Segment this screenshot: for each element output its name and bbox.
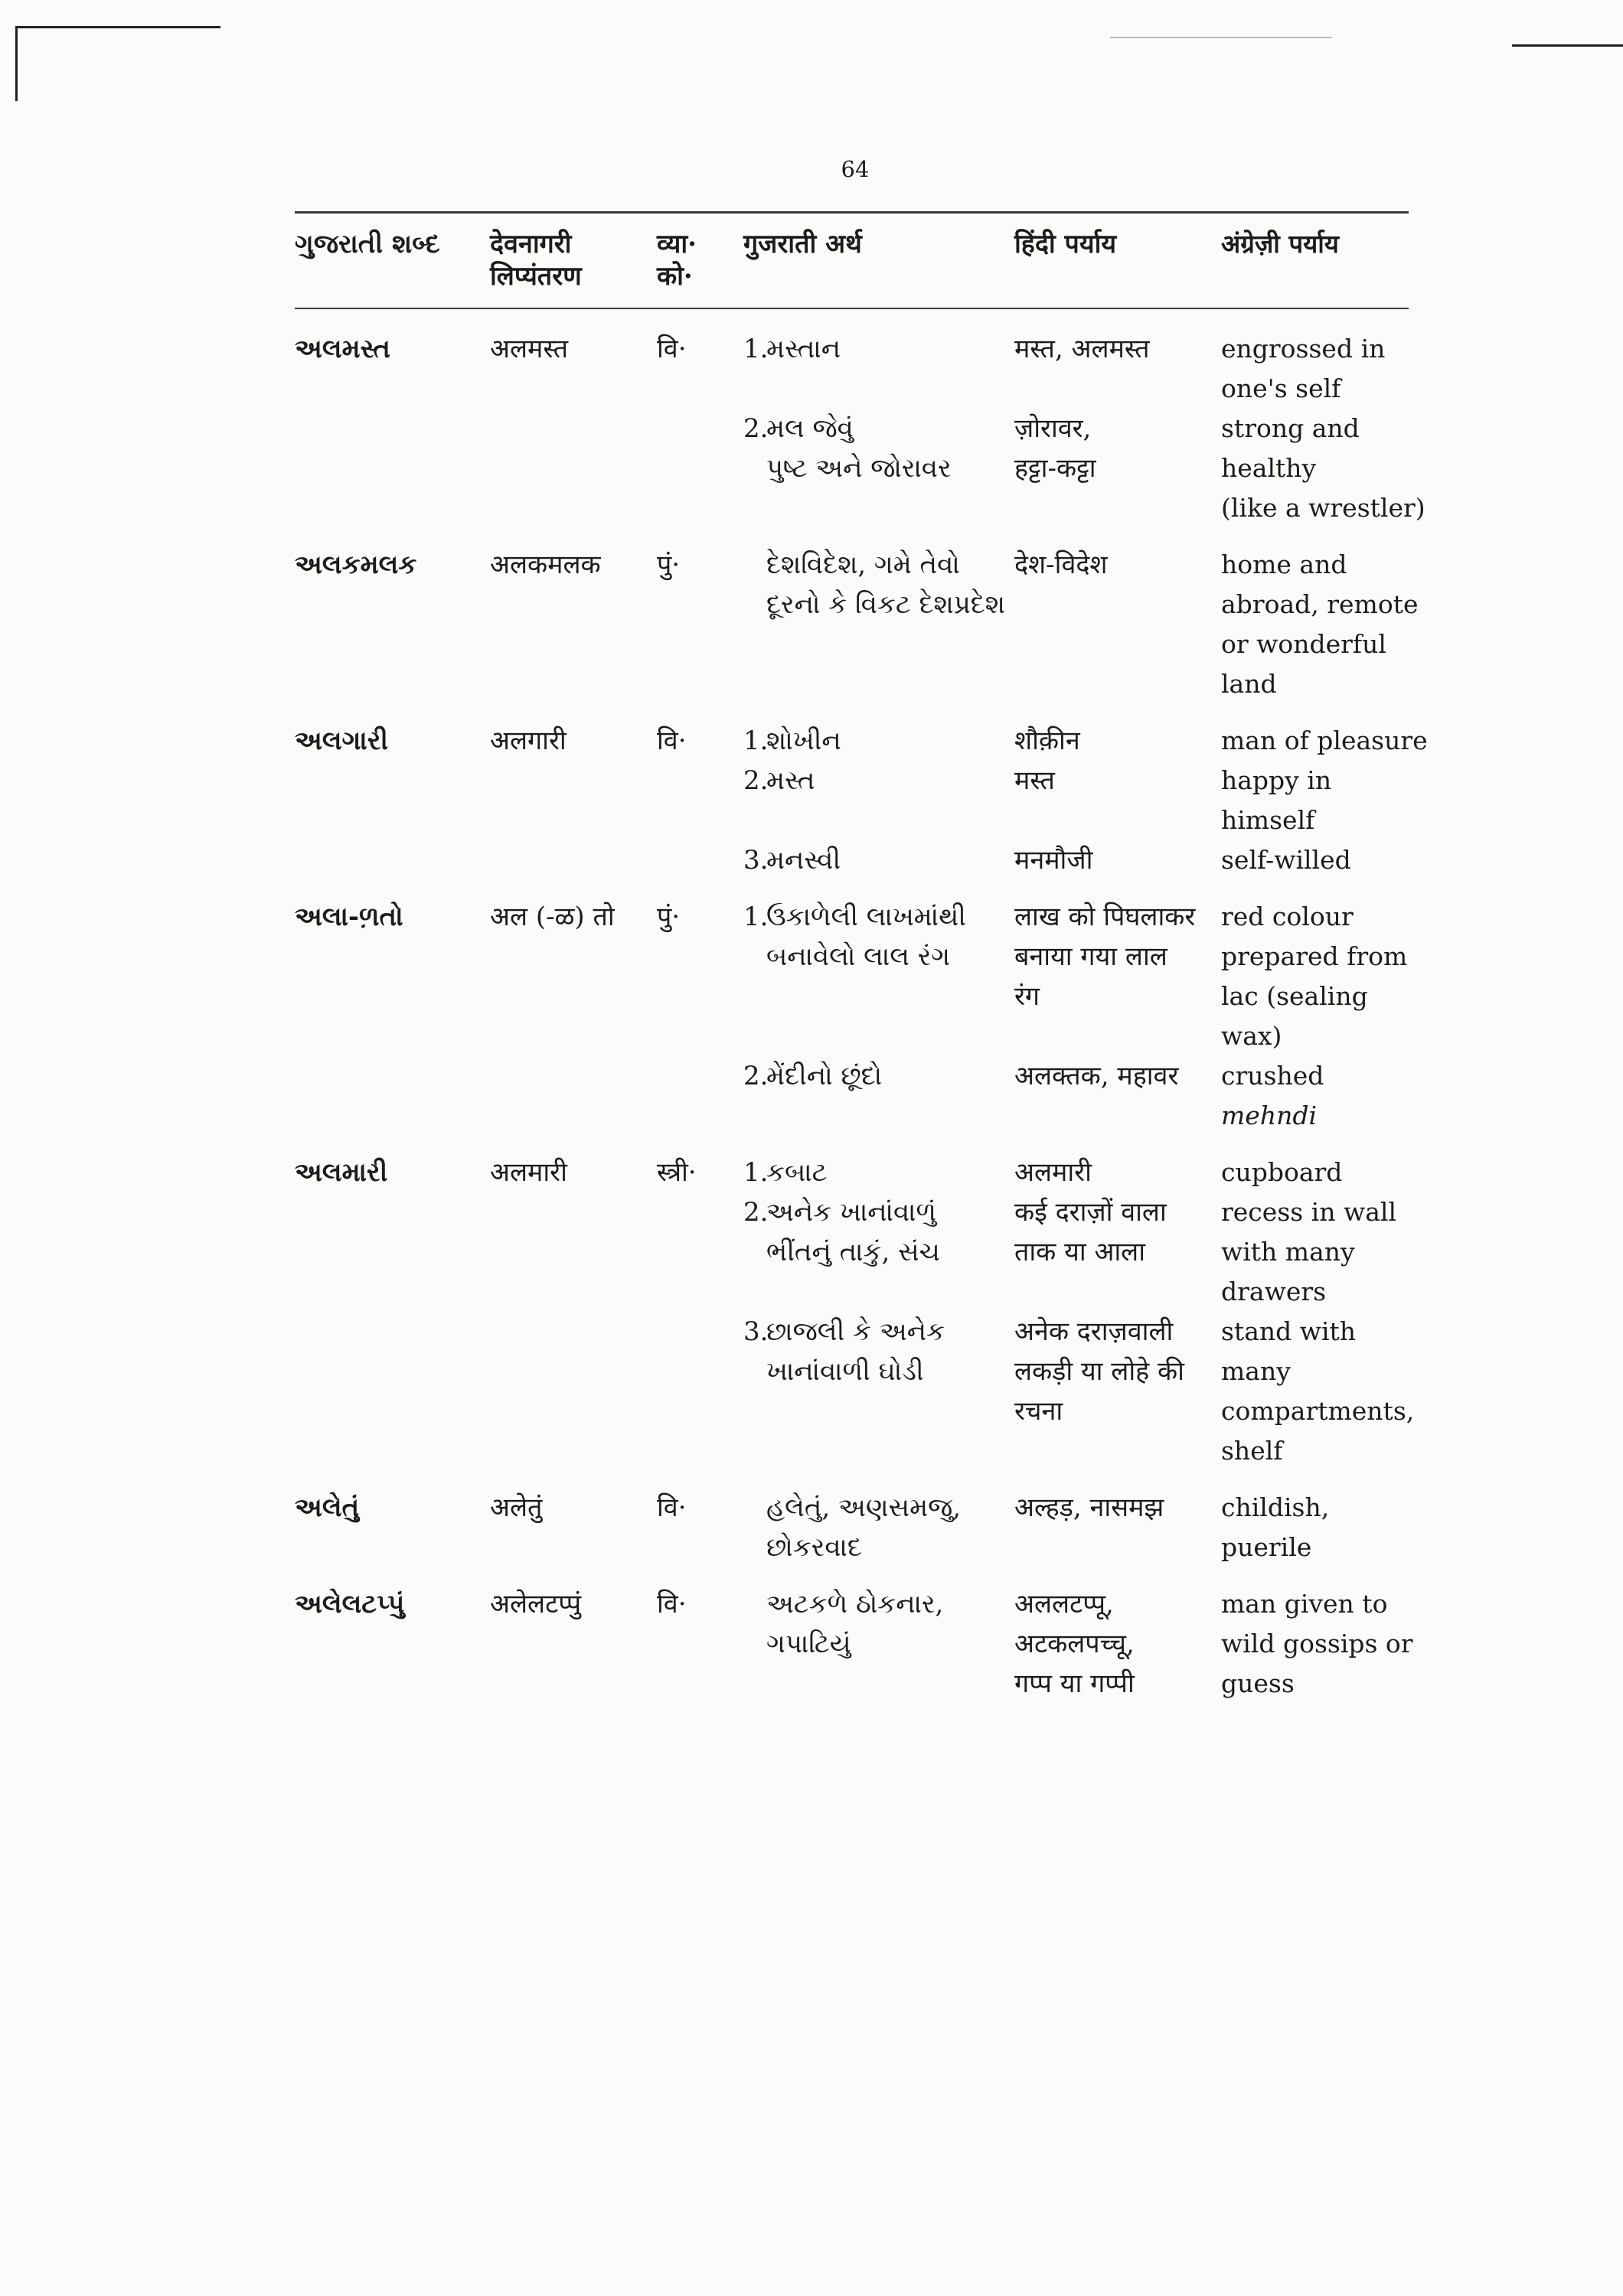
entry-transliteration: अलगारी (490, 726, 567, 756)
sense-hindi (1014, 1056, 1229, 1096)
sense-english (1221, 1488, 1420, 1567)
sense-hindi (1014, 897, 1229, 1016)
sense-gujarati (743, 409, 1019, 488)
hindi-line: मस्त, अलमस्त (1014, 334, 1150, 364)
sense-gujarati-text (766, 761, 1019, 801)
entry-headword: અલકમલક (295, 550, 417, 580)
entry-headword: અલમારી (295, 1157, 388, 1188)
sense-hindi (1014, 409, 1229, 488)
entry-headword: અલમસ્ત (295, 334, 390, 364)
gujarati-line: અનેક ખાનાંવાળું (766, 1197, 936, 1228)
hindi-line: अललटप्पू, (1014, 1589, 1114, 1619)
sense-gujarati-text (766, 409, 1019, 488)
sense-english (1221, 545, 1420, 704)
gujarati-line: કબાટ (766, 1157, 828, 1188)
sense-number (743, 545, 766, 625)
sense-english (1221, 1153, 1420, 1192)
entry-headword: અલેલટપ્પું (295, 1589, 405, 1619)
english-line: himself (1221, 805, 1315, 835)
entry-transliteration: अलेतुं (490, 1492, 543, 1523)
english-line: prepared from (1221, 941, 1408, 971)
sense-gujarati (743, 721, 1019, 761)
hindi-line: अटकलपच्चू, (1014, 1629, 1135, 1659)
sense-number: 1. (743, 334, 769, 364)
hindi-line: रंग (1014, 981, 1040, 1012)
entry-transliteration: अल (-ळ) तो (490, 902, 615, 932)
sense-hindi (1014, 1584, 1229, 1704)
english-line: or wonderful (1221, 629, 1386, 659)
scan-corner-line-top (15, 26, 220, 28)
hindi-line: लाख को पिघलाकर (1014, 902, 1196, 932)
english-line: self-willed (1221, 845, 1351, 875)
entry-grammar: पुं· (657, 902, 681, 932)
hindi-line: ताक या आला (1014, 1237, 1146, 1267)
sense-english (1221, 840, 1420, 880)
sense-gujarati-text (766, 1192, 1019, 1272)
sense-hindi (1014, 1488, 1229, 1528)
gujarati-line: ઉકાળેલી લાખમાંથી (766, 902, 966, 932)
hindi-line: रचना (1014, 1396, 1063, 1427)
sense-hindi (1014, 1312, 1229, 1431)
english-line: recess in wall (1221, 1197, 1397, 1227)
gujarati-line: અટકળે ઠોકનાર, (766, 1589, 944, 1619)
entry-grammar: वि· (657, 334, 687, 364)
sense-gujarati (743, 1488, 1019, 1567)
gujarati-line: દૂરનો કે વિકટ દેશપ્રદેશ (766, 589, 1006, 620)
sense-gujarati (743, 329, 1019, 369)
sense-hindi (1014, 545, 1229, 585)
sense-hindi (1014, 1192, 1229, 1272)
hindi-line: अलक्तक, महावर (1014, 1061, 1179, 1091)
english-line: (like a wrestler) (1221, 493, 1425, 523)
sense-gujarati-text (766, 545, 1019, 625)
col-header-hindi: हिंदी पर्याय (1014, 229, 1117, 259)
hindi-line: शौक़ीन (1014, 726, 1080, 756)
gujarati-line: ખાનાંવાળી ઘોડી (766, 1356, 924, 1387)
gujarati-line: મસ્તાન (766, 334, 841, 364)
sense-english (1221, 897, 1420, 1056)
sense-english (1221, 409, 1425, 528)
english-line: wax) (1221, 1021, 1282, 1051)
hindi-line: अल्हड़, नासमझ (1014, 1492, 1164, 1523)
english-line: engrossed in (1221, 334, 1386, 364)
gujarati-line: મસ્ત (766, 765, 815, 796)
english-line: strong and (1221, 413, 1360, 443)
sense-english (1221, 1056, 1420, 1136)
gujarati-line: મનસ્વી (766, 845, 841, 876)
sense-gujarati-text (766, 329, 1019, 369)
page-number: 64 (841, 156, 870, 182)
col-header-english: अंग्रेज़ी पर्याय (1221, 229, 1339, 259)
hindi-line: मस्त (1014, 765, 1055, 796)
english-line: with many (1221, 1237, 1355, 1267)
sense-number: 3. (743, 1316, 769, 1347)
sense-gujarati-text (766, 1312, 1019, 1391)
gujarati-line: મેંદીનો છૂંદો (766, 1061, 883, 1091)
scan-faint-line (1110, 37, 1332, 38)
english-line: one's self (1221, 373, 1341, 403)
entry-transliteration: अलकमलक (490, 550, 601, 580)
sense-english (1221, 1312, 1420, 1471)
hindi-line: गप्प या गप्पी (1014, 1668, 1135, 1699)
english-line: lac (sealing (1221, 981, 1368, 1011)
sense-number: 2. (743, 1061, 769, 1091)
entry-grammar: वि· (657, 726, 687, 756)
english-line: land (1221, 669, 1277, 699)
english-line: crushed (1221, 1061, 1324, 1091)
gujarati-line: ગપાટિયું (766, 1629, 851, 1659)
header-bottom-rule (295, 308, 1409, 309)
sense-number: 2. (743, 1197, 769, 1228)
gujarati-line: છાજલી કે અનેક (766, 1316, 945, 1347)
scan-corner-line-left (15, 26, 18, 101)
sense-hindi (1014, 329, 1229, 369)
english-line: guess (1221, 1668, 1295, 1698)
english-line: man given to (1221, 1589, 1388, 1619)
english-line: cupboard (1221, 1157, 1343, 1187)
hindi-line: देश-विदेश (1014, 550, 1108, 580)
gujarati-line: ભીંતનું તાકું, સંચ (766, 1237, 940, 1267)
sense-gujarati (743, 545, 1019, 625)
table-header (295, 228, 1409, 308)
scan-edge-line-right (1512, 44, 1623, 47)
entry-grammar: वि· (657, 1589, 687, 1619)
sense-number: 1. (743, 1157, 769, 1188)
hindi-line: कई दराज़ों वाला (1014, 1197, 1167, 1228)
sense-hindi (1014, 721, 1229, 761)
english-line: mehndi (1221, 1101, 1318, 1130)
sense-number: 3. (743, 845, 769, 876)
sense-gujarati (743, 761, 1019, 801)
gujarati-line: પુષ્ટ અને જોરાવર (766, 453, 952, 484)
english-line: stand with (1221, 1316, 1357, 1346)
sense-number: 1. (743, 726, 769, 756)
sense-gujarati-text (766, 1153, 1019, 1192)
entry-transliteration: अलमस्त (490, 334, 568, 364)
entry-headword: અલેતું (295, 1492, 360, 1523)
sense-gujarati (743, 1056, 1019, 1096)
hindi-line: लकड़ी या लोहे की (1014, 1356, 1184, 1387)
entry-grammar: वि· (657, 1492, 687, 1523)
sense-english (1221, 1584, 1420, 1704)
english-line: puerile (1221, 1532, 1312, 1562)
sense-gujarati-text (766, 1584, 1019, 1664)
gujarati-line: હલેતું, અણસમજુ, (766, 1492, 962, 1523)
entry-headword: અલગારી (295, 726, 389, 756)
sense-gujarati (743, 840, 1019, 880)
gujarati-line: મલ જેવું (766, 413, 854, 444)
english-line: abroad, remote (1221, 589, 1419, 619)
sense-number (743, 1584, 766, 1664)
sense-english (1221, 329, 1420, 409)
col-header-devanagari: देवनागरी लिप्यंतरण (490, 229, 582, 292)
entry-transliteration: अलमारी (490, 1157, 567, 1188)
sense-number (743, 1488, 766, 1567)
hindi-line: अलमारी (1014, 1157, 1092, 1188)
english-line: shelf (1221, 1436, 1283, 1466)
sense-gujarati (743, 897, 1019, 977)
hindi-line: अनेक दराज़वाली (1014, 1316, 1174, 1347)
sense-number: 2. (743, 413, 769, 444)
hindi-line: मनमौजी (1014, 845, 1093, 876)
english-line: healthy (1221, 453, 1317, 483)
gujarati-line: છોકરવાદ (766, 1532, 862, 1563)
sense-gujarati (743, 1192, 1019, 1272)
hindi-line: बनाया गया लाल (1014, 941, 1167, 972)
sense-gujarati-text (766, 897, 1019, 977)
sense-hindi (1014, 840, 1229, 880)
sense-gujarati-text (766, 840, 1019, 880)
header-top-rule (295, 211, 1409, 214)
english-line: home and (1221, 550, 1347, 579)
english-line: childish, (1221, 1492, 1330, 1522)
sense-gujarati-text (766, 721, 1019, 761)
sense-hindi (1014, 1153, 1229, 1192)
sense-hindi (1014, 761, 1229, 801)
english-line: many (1221, 1356, 1291, 1386)
col-header-grammar: व्या· को· (657, 229, 697, 292)
sense-gujarati (743, 1584, 1019, 1664)
sense-number: 1. (743, 902, 769, 932)
sense-number: 2. (743, 765, 769, 796)
hindi-line: हट्टा-कट्टा (1014, 453, 1096, 484)
sense-gujarati-text (766, 1488, 1019, 1567)
gujarati-line: બનાવેલો લાલ રંગ (766, 941, 951, 972)
col-header-gujarati-word: ગુજરાતી શબ્દ (295, 229, 440, 259)
english-line: drawers (1221, 1277, 1327, 1306)
sense-english (1221, 721, 1428, 761)
english-line: compartments, (1221, 1396, 1415, 1426)
sense-english (1221, 761, 1420, 840)
hindi-line: ज़ोरावर, (1014, 413, 1092, 444)
entry-transliteration: अलेलटप्पुं (490, 1589, 581, 1619)
sense-english (1221, 1192, 1420, 1312)
entry-grammar: स्त्री· (657, 1157, 697, 1188)
col-header-gujarati-meaning: गुजराती अर्थ (743, 229, 862, 259)
english-line: happy in (1221, 765, 1332, 795)
sense-gujarati (743, 1153, 1019, 1192)
entry-grammar: पुं· (657, 550, 681, 580)
english-line: wild gossips or (1221, 1629, 1413, 1658)
sense-gujarati-text (766, 1056, 1019, 1096)
sense-gujarati (743, 1312, 1019, 1391)
english-line: man of pleasure (1221, 726, 1428, 755)
gujarati-line: દેશવિદેશ, ગમે તેવો (766, 550, 960, 580)
english-line: red colour (1221, 902, 1354, 931)
entry-headword: અલા-ળ઼તો (295, 902, 403, 932)
gujarati-line: શોખીન (766, 726, 841, 756)
